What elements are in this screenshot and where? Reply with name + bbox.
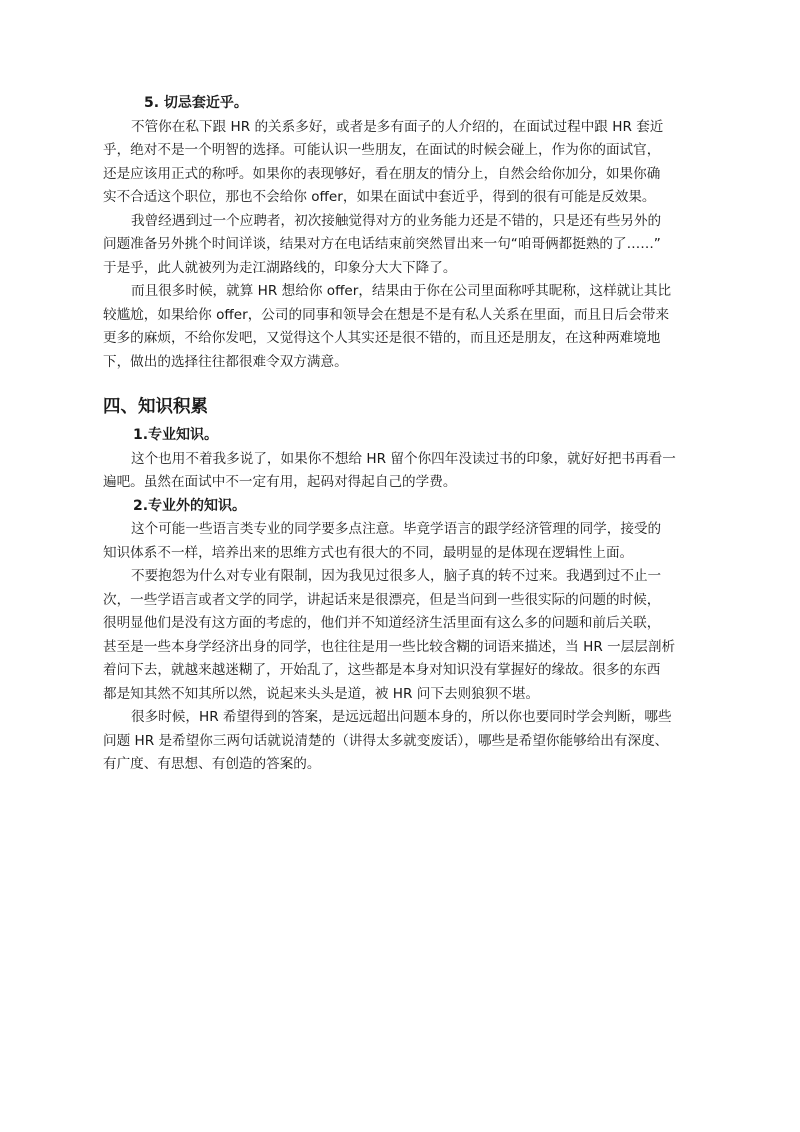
paragraph-line: 知识体系不一样，培养出来的思维方式也有很大的不同，最明显的是体现在逻辑性上面。 [103, 544, 634, 561]
paragraph-line: 都是知其然不知其所以然，说起来头头是道，被 HR 问下去则狼狈不堪。 [103, 685, 540, 702]
paragraph-line: 着问下去，就越来越迷糊了，开始乱了，这些都是本身对知识没有掌握好的缘故。很多的东西 [103, 662, 661, 678]
paragraph-line: 还是应该用正式的称呼。如果你的表现够好，看在朋友的情分上，自然会给你加分，如果你确 [103, 165, 661, 182]
paragraph-line: 有广度、有思想、有创造的答案的。 [103, 756, 321, 772]
section-title: 四、知识积累 [103, 397, 208, 417]
paragraph-line: 而且很多时候，就算 HR 想给你 offer，结果由于你在公司里面称呼其昵称，这样就让其比 [131, 283, 672, 299]
paragraph-line: 乎，绝对不是一个明智的选择。可能认识一些朋友，在面试的时候会碰上，作为你的面试官， [103, 142, 661, 158]
paragraph [103, 210, 697, 281]
document-page [103, 92, 697, 777]
paragraph [103, 280, 697, 374]
paragraph-line: 问题准备另外挑个时间详谈，结果对方在电话结束前突然冒出来一句“咱哥俩都挺熟的了……” [103, 236, 661, 252]
paragraph-line: 我曾经遇到过一个应聘者，初次接触觉得对方的业务能力还是不错的，只是还有些另外的 [131, 212, 662, 229]
paragraph-line: 下，做出的选择往往都很难令双方满意。 [103, 353, 348, 370]
paragraph [103, 565, 697, 706]
subsection-heading-1: 1.专业知识。 [133, 427, 219, 443]
paragraph [103, 706, 697, 777]
paragraph [103, 518, 697, 565]
paragraph-line: 较尴尬，如果给你 offer，公司的同事和领导会在想是不是有私人关系在里面，而且日后会带来 [103, 306, 670, 323]
paragraph-line: 次，一些学语言或者文学的同学，讲起话来是很漂亮，但是当问到一些很实际的问题的时候， [103, 591, 661, 608]
paragraph [103, 448, 697, 495]
paragraph-line: 不要抱怨为什么对专业有限制，因为我见过很多人，脑子真的转不过来。我遇到过不止一 [131, 568, 662, 584]
paragraph-line: 更多的麻烦，不给你发吧，又觉得这个人其实还是很不错的，而且还是朋友，在这种两难境地 [103, 330, 661, 346]
paragraph-line: 实不合适这个职位，那也不会给你 offer，如果在面试中套近乎，得到的很有可能是反效果。 [103, 189, 656, 205]
paragraph-line: 遍吧。虽然在面试中不一定有用，起码对得起自己的学费。 [103, 474, 457, 490]
paragraph-line: 这个也用不着我多说了，如果你不想给 HR 留个你四年没读过书的印象，就好好把书再看一 [131, 450, 676, 467]
paragraph [103, 116, 697, 210]
paragraph-line: 问题 HR 是希望你三两句话就说清楚的（讲得太多就变废话），哪些是希望你能够给出有深度、 [103, 732, 669, 749]
paragraph-line: 很明显他们是没有这方面的考虑的，他们并不知道经济生活里面有这么多的问题和前后关联， [103, 615, 661, 631]
paragraph-line: 不管你在私下跟 HR 的关系多好，或者是多有面子的人介绍的，在面试过程中跟 HR 套近 [131, 118, 664, 135]
paragraph-line: 甚至是一些本身学经济出身的同学，也往往是用一些比较含糊的词语来描述，当 HR 一层层剖析 [103, 638, 676, 655]
paragraph-line: 于是乎，此人就被列为走江湖路线的，印象分大大下降了。 [103, 259, 457, 276]
subsection-heading-2: 2.专业外的知识。 [133, 497, 247, 514]
paragraph-line: 很多时候，HR 希望得到的答案，是远远超出问题本身的，所以你也要同时学会判断，哪些 [131, 709, 672, 725]
subsection-heading-5: 5. 切忌套近乎。 [144, 95, 248, 111]
paragraph-line: 这个可能一些语言类专业的同学要多点注意。毕竟学语言的跟学经济管理的同学，接受的 [131, 521, 662, 537]
